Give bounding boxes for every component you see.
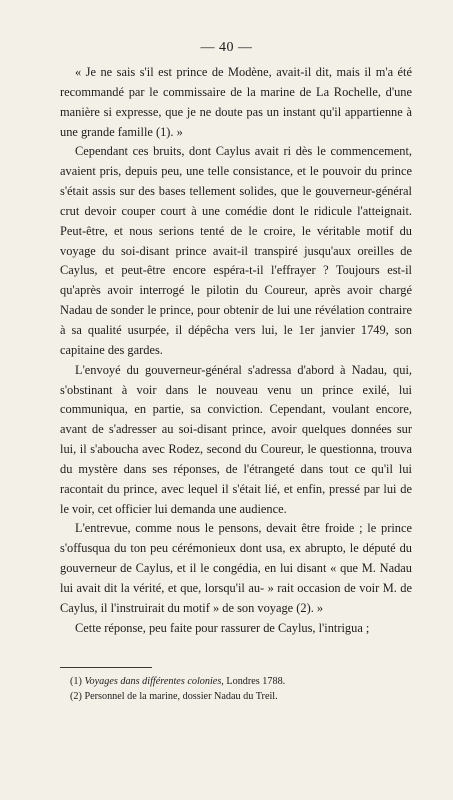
paragraph-2: Cependant ces bruits, dont Caylus avait ri dès le commencement, avaient pris, depuis peu, une telle consistance, et le pouvoir du prince s'était assis sur des bases tellement solides, que le gouverneur-général crut devoir couper court à une comédie dont le ridicule l'atteignait. Peut-être, et nous serions tenté de le croire, le véritable motif du voyage du soi-disant prince avait-il transpiré jusqu'aux oreilles de Caylus, et peut-être encore espéra-t-il l'effrayer ? Toujours est-il qu'après avoir interrogé le pilotin du Coureur, après avoir chargé Nadau de sonder le prince, pour obtenir de lui une révélation contraire à sa qualité usurpée, il dépêcha vers lui, le 1er janvier 1749, son capitaine des gardes.	[60, 144, 412, 357]
footnote-1-text: Londres 1788.	[223, 676, 286, 687]
paragraph-1: « Je ne sais s'il est prince de Modène, avait-il dit, mais il m'a été recommandé par le commissaire de la marine de La Rochelle, d'une manière si expresse, que je ne doute pas un instant qu'il appartienne à une grande famille (1). »	[60, 65, 412, 139]
paragraph-3: L'envoyé du gouverneur-général s'adressa d'abord à Nadau, qui, s'obstinant à voir dans le nouveau venu un prince exilé, lui communiqua, en partie, sa conviction. Cependant, voulant encore, avant de s'adresser au soi-disant prince, avoir quelques données sur lui, il s'aboucha avec Rodez, second du Coureur, le questionna, trouva du mystère dans ses réponses, de l'étrangeté dans tout ce qu'il lui racontait du prince, avec lequel il s'était lié, et enfin, pressé par lui de le voir, cet officier lui demanda une audience.	[60, 362, 412, 516]
paragraph-4: L'entrevue, comme nous le pensons, devait être froide ; le prince s'offusqua du ton peu cérémonieux dont usa, ex abrupto, le député du gouverneur de Caylus, et il le congédia, en lui disant « que M. Nadau lui avait dit la vérité, et que, lorsqu'il au- » rait occasion de voir M. de Caylus, il l'instruirait du motif » de son voyage (2). »	[60, 521, 412, 615]
footnotes	[60, 674, 412, 704]
footnote-2-marker: (2)	[70, 691, 82, 702]
footnote-1-title: Voyages dans différentes colonies,	[84, 676, 224, 687]
footnote-2-text: Personnel de la marine, dossier Nadau du Treil.	[81, 691, 278, 702]
footnote-1-marker: (1)	[70, 676, 82, 687]
paragraph-5: Cette réponse, peu faite pour rassurer de Caylus, l'intrigua ;	[75, 620, 370, 635]
footnote-2	[60, 689, 412, 704]
footnote-1	[60, 674, 412, 689]
footnote-separator	[60, 667, 152, 668]
page-number: — 40 —	[200, 40, 253, 55]
main-text	[60, 63, 412, 638]
